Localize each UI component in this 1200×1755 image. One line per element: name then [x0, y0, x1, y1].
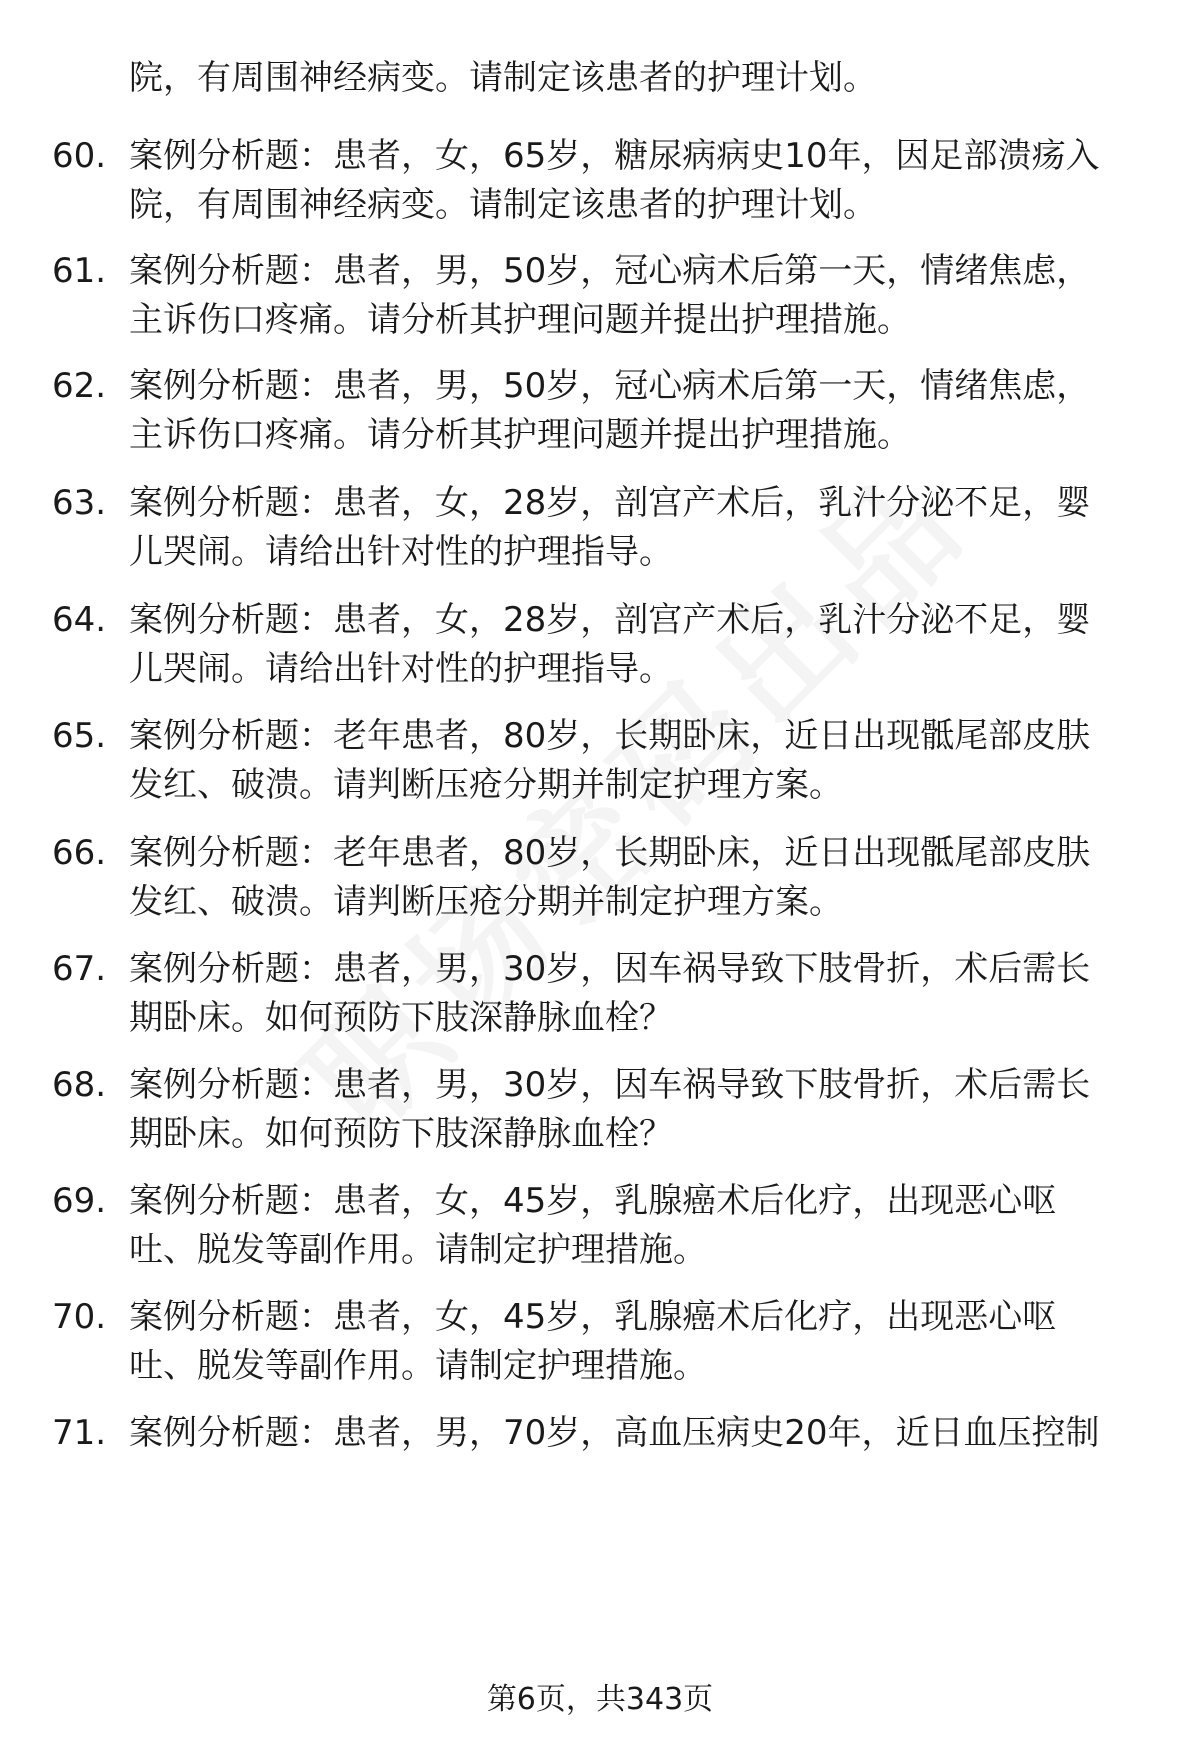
- question-number: 61.: [52, 251, 107, 291]
- question-text-line: 案例分析题：患者，女，65岁，糖尿病病史10年，因足部溃疡入: [129, 136, 1100, 176]
- question-text-line: 案例分析题：老年患者，80岁，长期卧床，近日出现骶尾部皮肤: [129, 716, 1091, 756]
- question-number: 71.: [52, 1413, 107, 1453]
- question-text-line: 主诉伤口疼痛。请分析其护理问题并提出护理措施。: [129, 300, 911, 340]
- question-number: 62.: [52, 366, 107, 406]
- question-number: 65.: [52, 716, 107, 756]
- question-text-line: 案例分析题：患者，男，70岁，高血压病史20年，近日血压控制: [129, 1413, 1100, 1453]
- question-text-line: 院，有周围神经病变。请制定该患者的护理计划。: [129, 185, 877, 225]
- question-text-line: 儿哭闹。请给出针对性的护理指导。: [129, 649, 673, 689]
- question-text-line: 案例分析题：患者，女，28岁，剖宫产术后，乳汁分泌不足，婴: [129, 600, 1091, 640]
- question-text-line: 案例分析题：患者，男，30岁，因车祸导致下肢骨折，术后需长: [129, 1065, 1091, 1105]
- question-text-line: 期卧床。如何预防下肢深静脉血栓？: [129, 998, 673, 1038]
- question-text-line: 案例分析题：患者，男，50岁，冠心病术后第一天，情绪焦虑，: [129, 366, 1091, 406]
- question-number: 70.: [52, 1297, 107, 1337]
- question-text-line: 案例分析题：患者，男，30岁，因车祸导致下肢骨折，术后需长: [129, 949, 1091, 989]
- question-text-line: 案例分析题：患者，女，45岁，乳腺癌术后化疗，出现恶心呕: [129, 1181, 1057, 1221]
- question-number: 67.: [52, 949, 107, 989]
- question-number: 60.: [52, 136, 107, 176]
- question-text-line: 案例分析题：患者，男，50岁，冠心病术后第一天，情绪焦虑，: [129, 251, 1091, 291]
- question-text-line: 案例分析题：老年患者，80岁，长期卧床，近日出现骶尾部皮肤: [129, 833, 1091, 873]
- question-number: 69.: [52, 1181, 107, 1221]
- continued-text-line: 院，有周围神经病变。请制定该患者的护理计划。: [129, 58, 877, 98]
- question-number: 63.: [52, 483, 107, 523]
- question-text-line: 案例分析题：患者，女，45岁，乳腺癌术后化疗，出现恶心呕: [129, 1297, 1057, 1337]
- question-text-line: 主诉伤口疼痛。请分析其护理问题并提出护理措施。: [129, 415, 911, 455]
- question-text-line: 案例分析题：患者，女，28岁，剖宫产术后，乳汁分泌不足，婴: [129, 483, 1091, 523]
- question-text-line: 发红、破溃。请判断压疮分期并制定护理方案。: [129, 882, 843, 922]
- question-text-line: 期卧床。如何预防下肢深静脉血栓？: [129, 1114, 673, 1154]
- question-text-line: 儿哭闹。请给出针对性的护理指导。: [129, 532, 673, 572]
- question-number: 64.: [52, 600, 107, 640]
- question-text-line: 吐、脱发等副作用。请制定护理措施。: [129, 1346, 707, 1386]
- page-footer: 第6页，共343页: [486, 1682, 714, 1717]
- question-text-line: 吐、脱发等副作用。请制定护理措施。: [129, 1230, 707, 1270]
- question-text-line: 发红、破溃。请判断压疮分期并制定护理方案。: [129, 765, 843, 805]
- question-number: 68.: [52, 1065, 107, 1105]
- question-number: 66.: [52, 833, 107, 873]
